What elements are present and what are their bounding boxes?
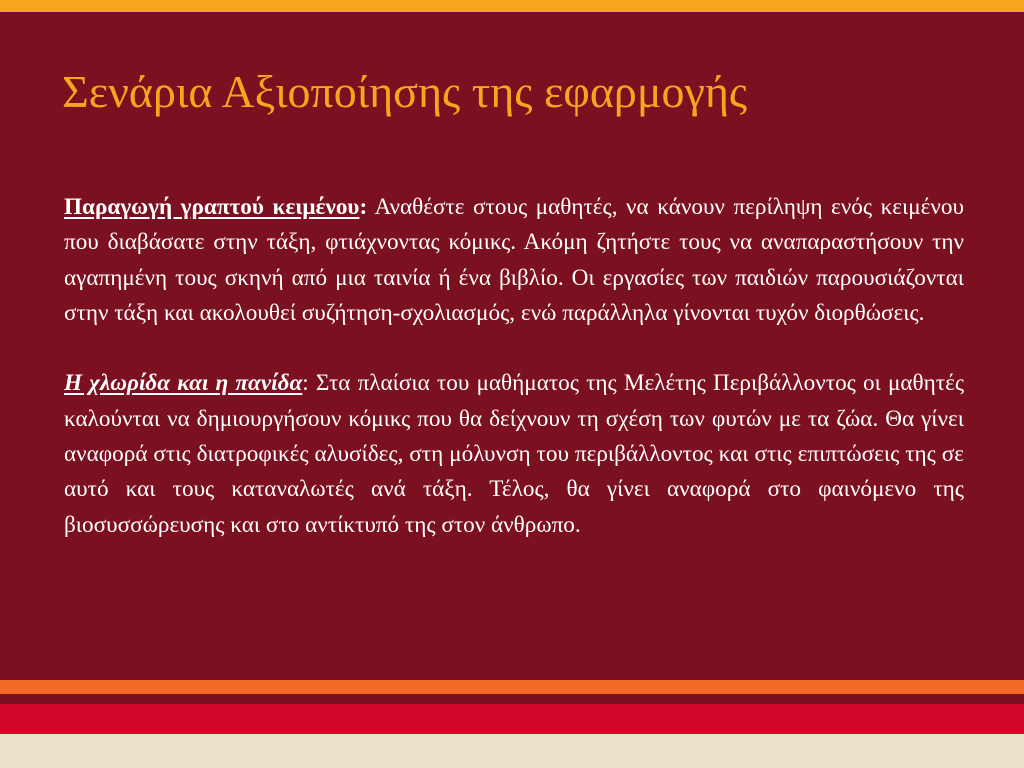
heading-separator: : [359,194,368,220]
footer-band-red [0,704,1024,734]
paragraph-body: Στα πλαίσια του μαθήματος της Μελέτης Περιβάλλοντος οι μαθητές καλούνται να δημιουργήσουν κόμικς που θα δείχνουν τη σχέση των φυτών με τα ζώα. Θα γίνει αναφορά στις διατροφικές αλυσίδες, στη μόλυνση του περιβάλλοντος και στις επιπτώσεις της σε αυτό και τους καταναλωτές ανά τάξη. Τέλος, θα γίνει αναφορά στο φαινόμενο της βιοσυσσώρευσης και στο αντίκτυπό της στον άνθρωπο. [64,370,965,538]
paragraph-text-production [64,190,964,331]
slide-body [64,190,964,543]
footer-band-orange [0,680,1024,694]
footer-band-dark [0,694,1024,704]
slide-title: Σενάρια Αξιοποίησης της εφαρμογής [62,66,748,117]
heading-separator: : [302,370,309,397]
paragraph-heading: Παραγωγή γραπτού κειμένου [64,194,360,220]
footer-band-cream [0,734,1024,768]
paragraph-body: Αναθέστε στους μαθητές, να κάνουν περίληψη ενός κειμένου που διαβάσατε στην τάξη, φτιάχνοντας κόμικς. Ακόμη ζητήστε τους να αναπαραστήσουν την αγαπημένη τους σκηνή από μια ταινία ή ένα βιβλίο. Οι εργασίες των παιδιών παρουσιάζονται στην τάξη και ακολουθεί συζήτηση-σχολιασμός, ενώ παράλληλα γίνονται τυχόν διορθώσεις. [64,194,964,326]
paragraph-heading: Η χλωρίδα και η πανίδα [64,370,303,397]
top-accent-bar [0,0,1024,12]
paragraph-flora-fauna [64,366,964,542]
